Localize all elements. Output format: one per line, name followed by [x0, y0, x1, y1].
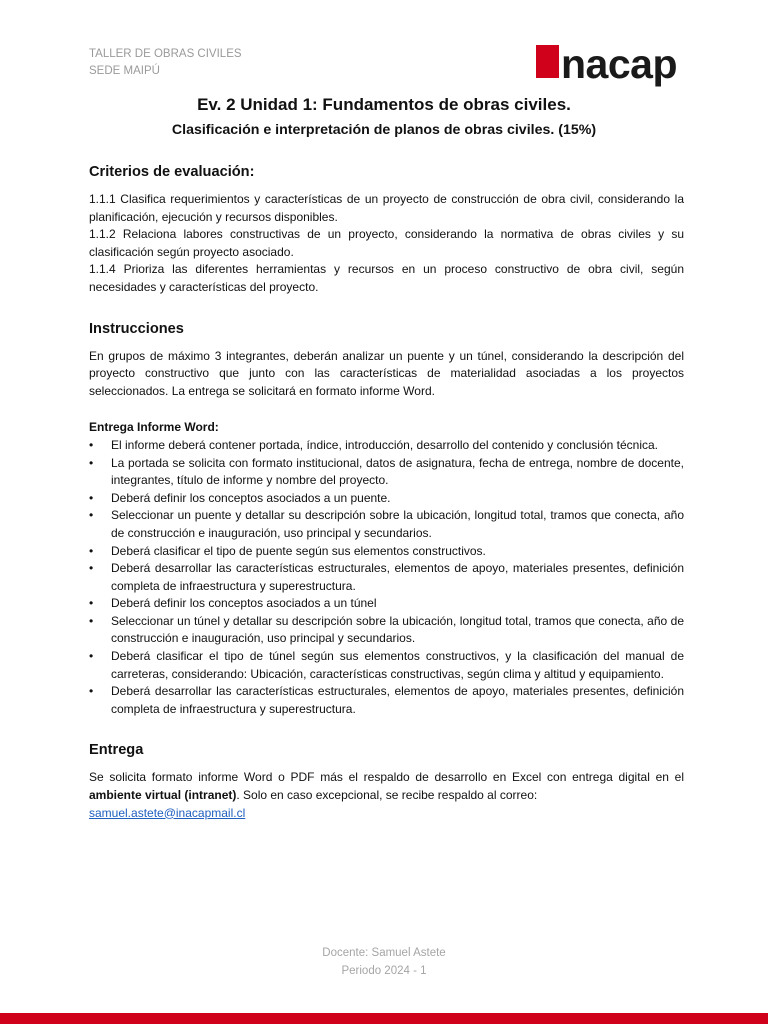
list-item: • Deberá clasificar el tipo de puente según sus elementos constructivos.: [89, 543, 684, 561]
criterio-item: 1.1.1 Clasifica requerimientos y características de un proyecto de construcción de obra civil, considerando la planificación, ejecución y recursos disponibles.: [89, 192, 684, 224]
list-item: • Seleccionar un puente y detallar su descripción sobre la ubicación, longitud total, tramos que conecta, año de construcción e inauguración, uso principal y secundarios.: [89, 507, 684, 542]
footer-teacher: Docente: Samuel Astete: [322, 947, 446, 959]
logo-red-mark: [536, 45, 559, 78]
document-title: Ev. 2 Unidad 1: Fundamentos de obras civiles.: [197, 95, 571, 114]
document-body: [89, 162, 684, 822]
header-institution: [89, 46, 242, 80]
entrega-paragraph: [89, 769, 684, 804]
list-item: • Deberá definir los conceptos asociados a un túnel: [89, 595, 684, 613]
entrega-text-end: . Solo en caso excepcional, se recibe respaldo al correo:: [236, 788, 538, 803]
inacap-logo: [536, 40, 677, 87]
list-item: • Deberá clasificar el tipo de túnel según sus elementos constructivos, y la clasificación del manual de carreteras, considerando: Ubicación, características constructivas, según clima y altitud y equipamiento.: [89, 648, 684, 683]
entrega-bold-text: ambiente virtual (intranet): [89, 788, 237, 803]
criterios-list: [89, 191, 684, 297]
email-link[interactable]: samuel.astete@inacapmail.cl: [89, 805, 246, 820]
header-campus: SEDE MAIPÚ: [89, 65, 160, 77]
list-item: • Deberá desarrollar las características estructurales, elementos de apoyo, materiales presentes, definición completa de infraestructura y superestructura.: [89, 560, 684, 595]
instrucciones-heading: Instrucciones: [89, 320, 184, 337]
footer-period: Periodo 2024 - 1: [341, 965, 427, 977]
logo-wordmark: nacap: [561, 41, 677, 87]
criterio-item: 1.1.2 Relaciona labores constructivas de un proyecto, considerando la normativa de obras civiles y su clasificación según proyecto asociado.: [89, 227, 684, 259]
entrega-informe-heading: Entrega Informe Word:: [89, 420, 219, 435]
criterios-heading: Criterios de evaluación:: [89, 164, 255, 180]
header-course: TALLER DE OBRAS CIVILES: [89, 48, 242, 60]
entrega-heading: Entrega: [89, 742, 144, 759]
entrega-text: Se solicita formato informe Word o PDF más el respaldo de desarrollo en Excel con entrega digital en el: [89, 770, 684, 785]
document-subtitle: Clasificación e interpretación de planos de obras civiles. (15%): [171, 122, 597, 138]
list-item: • Seleccionar un túnel y detallar su descripción sobre la ubicación, longitud total, tramos que conecta, año de construcción e inauguración, uso principal y secundarios.: [89, 613, 684, 648]
footer: [0, 944, 768, 980]
instrucciones-paragraph: En grupos de máximo 3 integrantes, deberán analizar un puente y un túnel, considerando la descripción del proyecto constructivo que junto con las características de materialidad asociadas a los proyectos seleccionados. La entrega se solicitará en formato informe Word.: [89, 348, 684, 398]
requirements-list: [89, 437, 684, 719]
list-item: • La portada se solicita con formato institucional, datos de asignatura, fecha de entrega, nombre de docente, integrantes, título de informe y nombre del proyecto.: [89, 455, 684, 490]
list-item: • Deberá desarrollar las características estructurales, elementos de apoyo, materiales presentes, definición completa de infraestructura y superestructura.: [89, 683, 684, 718]
list-item: • Deberá definir los conceptos asociados a un puente.: [89, 490, 684, 508]
criterio-item: 1.1.4 Prioriza las diferentes herramientas y recursos en un proceso constructivo de obra civil, según necesidades y características del proyecto.: [89, 262, 684, 294]
bottom-brand-bar: [0, 1013, 768, 1024]
list-item: • El informe deberá contener portada, índice, introducción, desarrollo del contenido y conclusión técnica.: [89, 437, 684, 455]
